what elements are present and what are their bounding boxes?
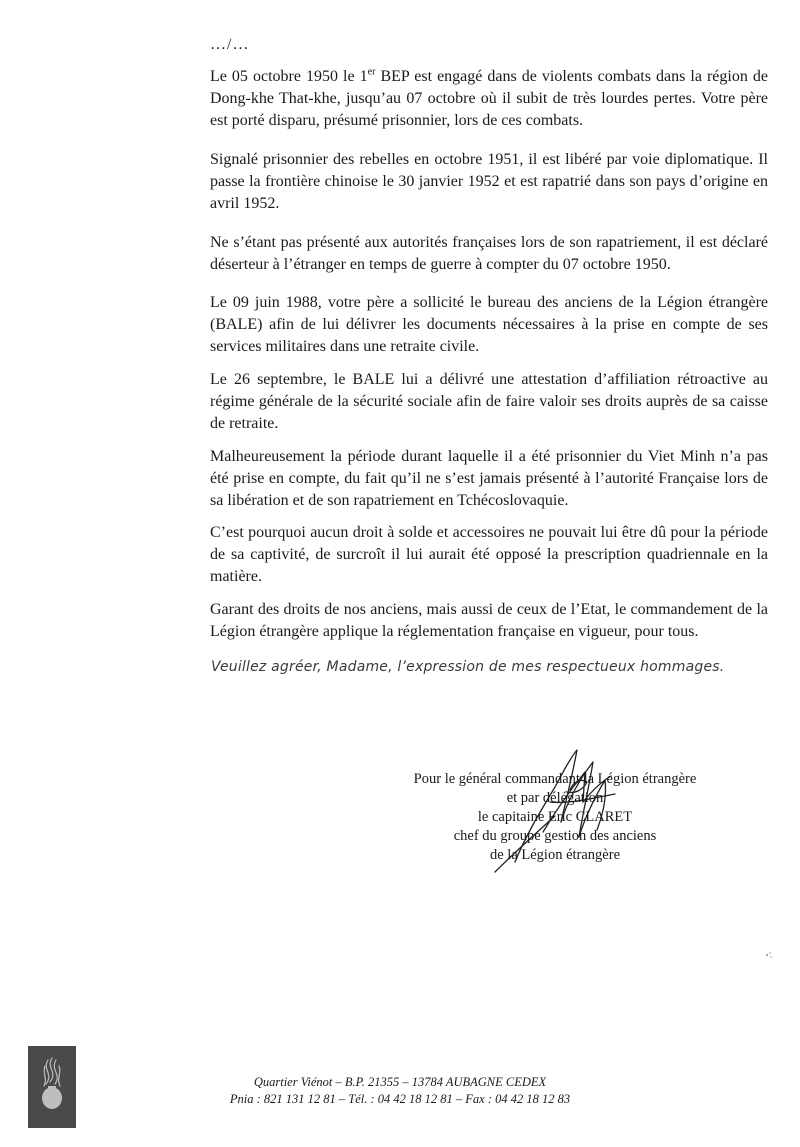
signature-line-2: et par délégation <box>506 790 604 806</box>
paragraph-combat-start: Le 05 octobre 1950 le 1 <box>210 68 368 85</box>
legion-grenade-emblem <box>28 1046 76 1128</box>
signature-line-1: Pour le général commandant la Légion étrangère <box>413 771 697 787</box>
signature-line-4: chef du groupe gestion des anciens <box>453 828 657 844</box>
signature-line-3: le capitaine Eric CLARET <box>477 809 633 825</box>
paragraph-deserter: Ne s’étant pas présenté aux autorités françaises lors de son rapatriement, il est déclaré déserteur à l’étranger en temps de guerre à compter du 07 octobre 1950. <box>210 234 768 273</box>
paragraph-no-pay: C’est pourquoi aucun droit à solde et accessoires ne pouvait lui être dû pour la période de sa captivité, de surcroît il lui aurait été opposé la prescription quadriennale en la matière. <box>210 524 768 585</box>
paragraph-rules: Garant des droits de nos anciens, mais aussi de ceux de l’Etat, le commandement de la Légion étrangère applique la réglementation française en vigueur, pour tous. <box>210 601 768 640</box>
paragraph-captivity: Malheureusement la période durant laquelle il a été prisonnier du Viet Minh n’a pas été prise en compte, du fait qu’il ne s’est jamais présenté à l’autorité Française lors de sa libération et de son rapatriement en Tchécoslovaquie. <box>210 448 768 509</box>
paragraph-prisoner: Signalé prisonnier des rebelles en octobre 1951, il est libéré par voie diplomatique. Il passe la frontière chinoise le 30 janvier 1952 et est rapatrié dans son pays d’origine en avril 1952. <box>210 151 768 212</box>
signature-line-5: de la Légion étrangère <box>489 847 621 863</box>
scan-speck <box>764 950 774 960</box>
ordinal-superscript: er <box>367 66 376 78</box>
grenade-icon <box>28 1046 76 1128</box>
paragraph-combat <box>210 66 768 132</box>
closing-salutation: Veuillez agréer, Madame, l’expression de mes respectueux hommages. <box>211 659 725 675</box>
continuation-mark: …/… <box>210 36 250 53</box>
footer-address <box>160 1074 640 1108</box>
footer-address-line: Quartier Viénot – B.P. 21355 – 13784 AUBAGNE CEDEX <box>253 1075 547 1089</box>
signature-block <box>360 770 750 865</box>
paragraph-combat-end: BEP est engagé dans de violents combats dans la région de Dong-khe That-khe, jusqu’au 07 octobre où il subit de très lourdes pertes. Votre père est porté disparu, présumé prisonnier, lors de ces combats. <box>210 68 768 129</box>
paragraph-bale-request: Le 09 juin 1988, votre père a sollicité le bureau des anciens de la Légion étrangère (BALE) afin de lui délivrer les documents nécessaires à la prise en compte de ses services militaires dans une retraite civile. <box>210 294 768 355</box>
paragraph-attestation: Le 26 septembre, le BALE lui a délivré une attestation d’affiliation rétroactive au régime générale de la sécurité sociale afin de faire valoir ses droits auprès de sa caisse de retraite. <box>210 371 768 432</box>
footer-contact-line: Pnia : 821 131 12 81 – Tél. : 04 42 18 12 81 – Fax : 04 42 18 12 83 <box>229 1092 571 1106</box>
